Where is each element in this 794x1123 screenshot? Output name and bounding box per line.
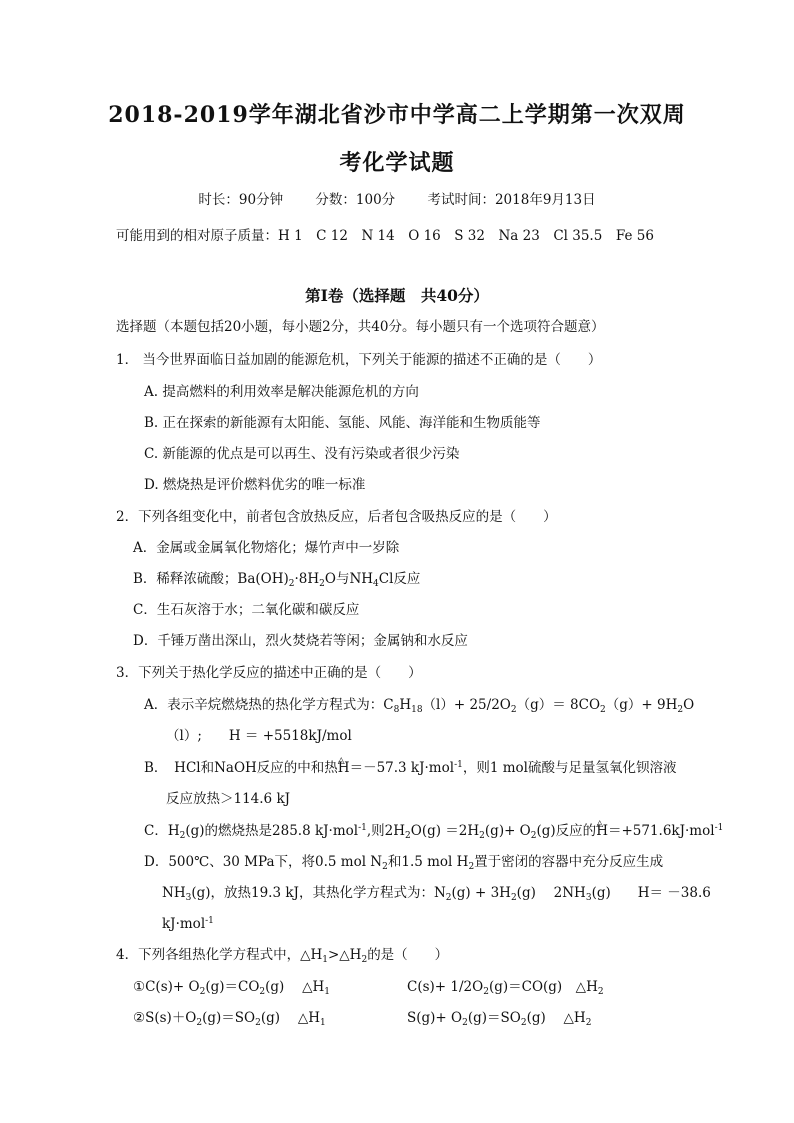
exam-time: 考试时间：2018年9月13日 [427,192,596,208]
q4-reaction-1-right: $C(s)+ 1/2O_2(g)=CO(g)$ $\triangle H_2$ [407,979,604,997]
score: 分数：100分 [315,192,396,208]
q4-reaction-1-left: ①C(s)+ $O_2(g)=CO_2(g)$ $\triangle H_1$ [133,979,330,997]
q2-option-b: B．稀释浓硫酸；$Ba(OH)_2\cdot 8H_2O$与$NH_4Cl$反应 [133,571,421,589]
atomic-masses: 可能用到的相对原子质量：H 1 C 12 N 14 O 16 S 32 Na 23 Cl 35.5 Fe 56 [116,228,654,244]
section-title: 第Ⅰ卷（选择题 共40分） [305,286,489,305]
q4-reaction-2-left: $②S(s)+O_2(g)=SO_2(g)$ $\triangle H_1$ [133,1010,326,1028]
exam-title-line2: 考化学试题 [339,150,455,176]
q3-option-d-line3: kJ·mol$^{-1}$ [162,916,214,932]
q2-option-a: A．金属或金属氧化物熔化；爆竹声中一岁除 [133,540,400,556]
q3-option-a: A．表示辛烷燃烧热的热化学方程式为：$C_8H_{18}(l)+ 25/2O_2(g)= 8CO_2(g)+ 9H_2O$ [144,697,695,715]
q1-stem: 1． 当今世界面临日益加剧的能源危机，下列关于能源的描述不正确的是（ ） [116,352,602,368]
q3-option-b: B． HCl和NaOH反应的中和热H＝－57.3 kJ·mol$^{-1}$，则1 mol硫酸与足量氢氧化钡溶液 [144,760,677,776]
q4-stem: 4．下列各组热化学方程式中，$\triangle H_1>\triangle H_2$的是（ ） [116,947,449,965]
q1-option-a: A. 提高燃料的利用效率是解决能源危机的方向 [144,384,419,400]
q3-stem: 3．下列关于热化学反应的描述中正确的是（ ） [116,665,422,681]
q1-option-c: C. 新能源的优点是可以再生、没有污染或者很少污染 [144,446,460,462]
q2-stem: 2．下列各组变化中，前者包含放热反应，后者包含吸热反应的是（ ） [116,509,557,525]
q3-option-a-cont: （l）; H ＝ +5518kJ/mol [166,728,352,744]
section-instructions: 选择题（本题包括20小题，每小题2分，共40分。每小题只有一个选项符合题意） [116,319,605,335]
q3-option-d: D．500℃、30 MPa下，将0.5 mol $N_2$和1.5 mol $H_2$置于密闭的容器中充分反应生成 [144,854,664,872]
q2-option-c: C．生石灰溶于水；二氧化碳和碳反应 [133,602,360,618]
exam-title-line1: 2018-2019学年湖北省沙市中学高二上学期第一次双周 [108,102,686,128]
q4-reaction-2-right: $S(g)+ O_2(g)=SO_2(g)$ $\triangle H_2$ [407,1010,592,1028]
q1-option-d: D. 燃烧热是评价燃料优劣的唯一标准 [144,477,366,493]
q1-option-b: B. 正在探索的新能源有太阳能、氢能、风能、海洋能和生物质能等 [144,415,541,431]
duration: 时长：90分钟 [198,192,284,208]
q2-option-d: D．千锤万凿出深山，烈火焚烧若等闲；金属钠和水反应 [133,633,468,649]
q3-option-c: C．$H_2(g)$的燃烧热是285.8 kJ·mol$^{-1}$,则$2H_2O(g) =2H_2(g)+ O_2(g)$反应的H＝+571.6kJ·mol$^{-1}$ [144,823,724,841]
q3-option-d-line2: $NH_3(g)$，放热19.3 kJ，其热化学方程式为：$N_2(g) + 3H_2(g)$ $2NH_3(g)$ H＝ －38.6 [162,885,711,903]
exam-meta [0,191,794,209]
q3-option-b-cont: 反应放热＞114.6 kJ [166,791,291,807]
